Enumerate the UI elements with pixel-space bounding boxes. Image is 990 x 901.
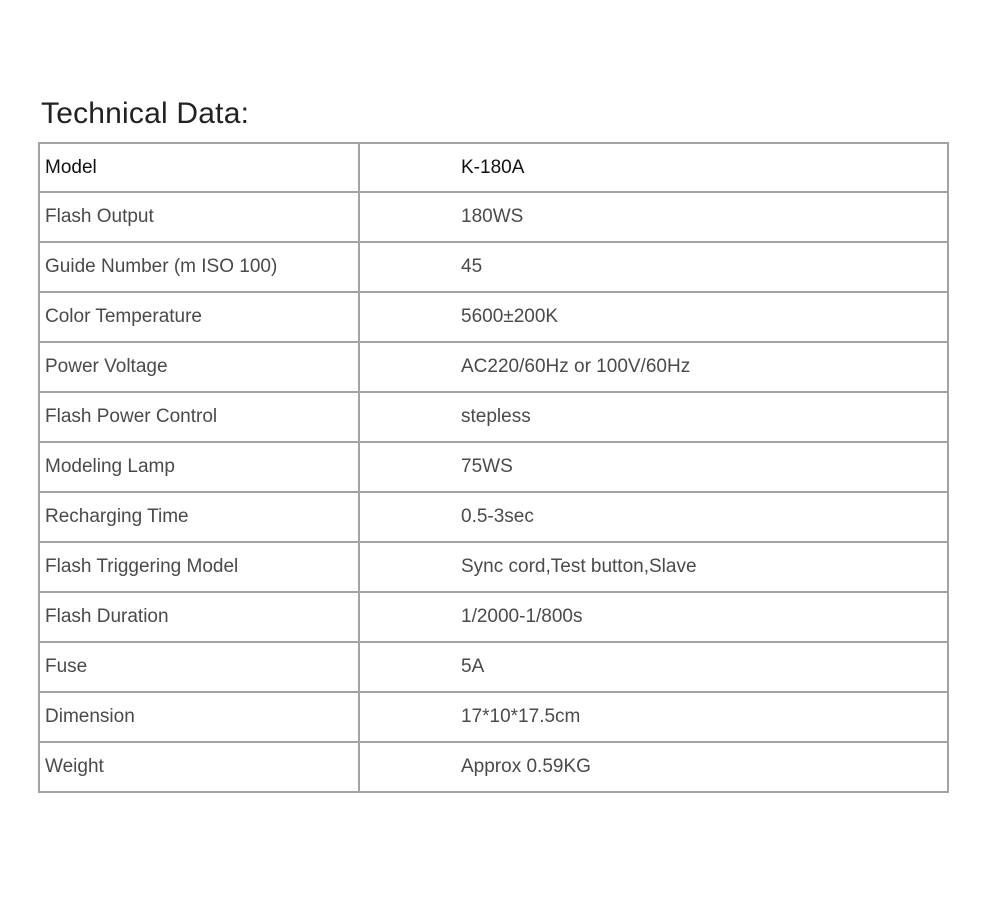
spec-label: Flash Power Control <box>39 392 359 442</box>
spec-label: Flash Duration <box>39 592 359 642</box>
spec-label: Color Temperature <box>39 292 359 342</box>
spec-label: Flash Output <box>39 192 359 242</box>
spec-value: 75WS <box>359 442 948 492</box>
spec-value: 1/2000-1/800s <box>359 592 948 642</box>
spec-row-flash-duration <box>39 592 948 642</box>
spec-row-color-temperature <box>39 292 948 342</box>
spec-value: 5600±200K <box>359 292 948 342</box>
spec-row-flash-output <box>39 192 948 242</box>
spec-value: Sync cord,Test button,Slave <box>359 542 948 592</box>
spec-row-flash-triggering-model <box>39 542 948 592</box>
spec-value: 0.5-3sec <box>359 492 948 542</box>
spec-value: 17*10*17.5cm <box>359 692 948 742</box>
spec-label: Recharging Time <box>39 492 359 542</box>
spec-label: Modeling Lamp <box>39 442 359 492</box>
spec-label: Dimension <box>39 692 359 742</box>
page-title: Technical Data: <box>41 97 250 130</box>
spec-value: K-180A <box>359 143 948 192</box>
technical-data-table <box>38 142 949 793</box>
spec-value: 180WS <box>359 192 948 242</box>
spec-value: 5A <box>359 642 948 692</box>
spec-row-modeling-lamp <box>39 442 948 492</box>
spec-value: stepless <box>359 392 948 442</box>
spec-row-recharging-time <box>39 492 948 542</box>
spec-row-power-voltage <box>39 342 948 392</box>
spec-label: Fuse <box>39 642 359 692</box>
spec-value: Approx 0.59KG <box>359 742 948 792</box>
spec-row-guide-number <box>39 242 948 292</box>
spec-row-model <box>39 143 948 192</box>
spec-value: 45 <box>359 242 948 292</box>
spec-value: AC220/60Hz or 100V/60Hz <box>359 342 948 392</box>
spec-row-weight <box>39 742 948 792</box>
spec-row-flash-power-control <box>39 392 948 442</box>
spec-label: Power Voltage <box>39 342 359 392</box>
spec-label: Model <box>39 143 359 192</box>
spec-label: Weight <box>39 742 359 792</box>
spec-label: Guide Number (m ISO 100) <box>39 242 359 292</box>
spec-label: Flash Triggering Model <box>39 542 359 592</box>
spec-row-fuse <box>39 642 948 692</box>
spec-row-dimension <box>39 692 948 742</box>
